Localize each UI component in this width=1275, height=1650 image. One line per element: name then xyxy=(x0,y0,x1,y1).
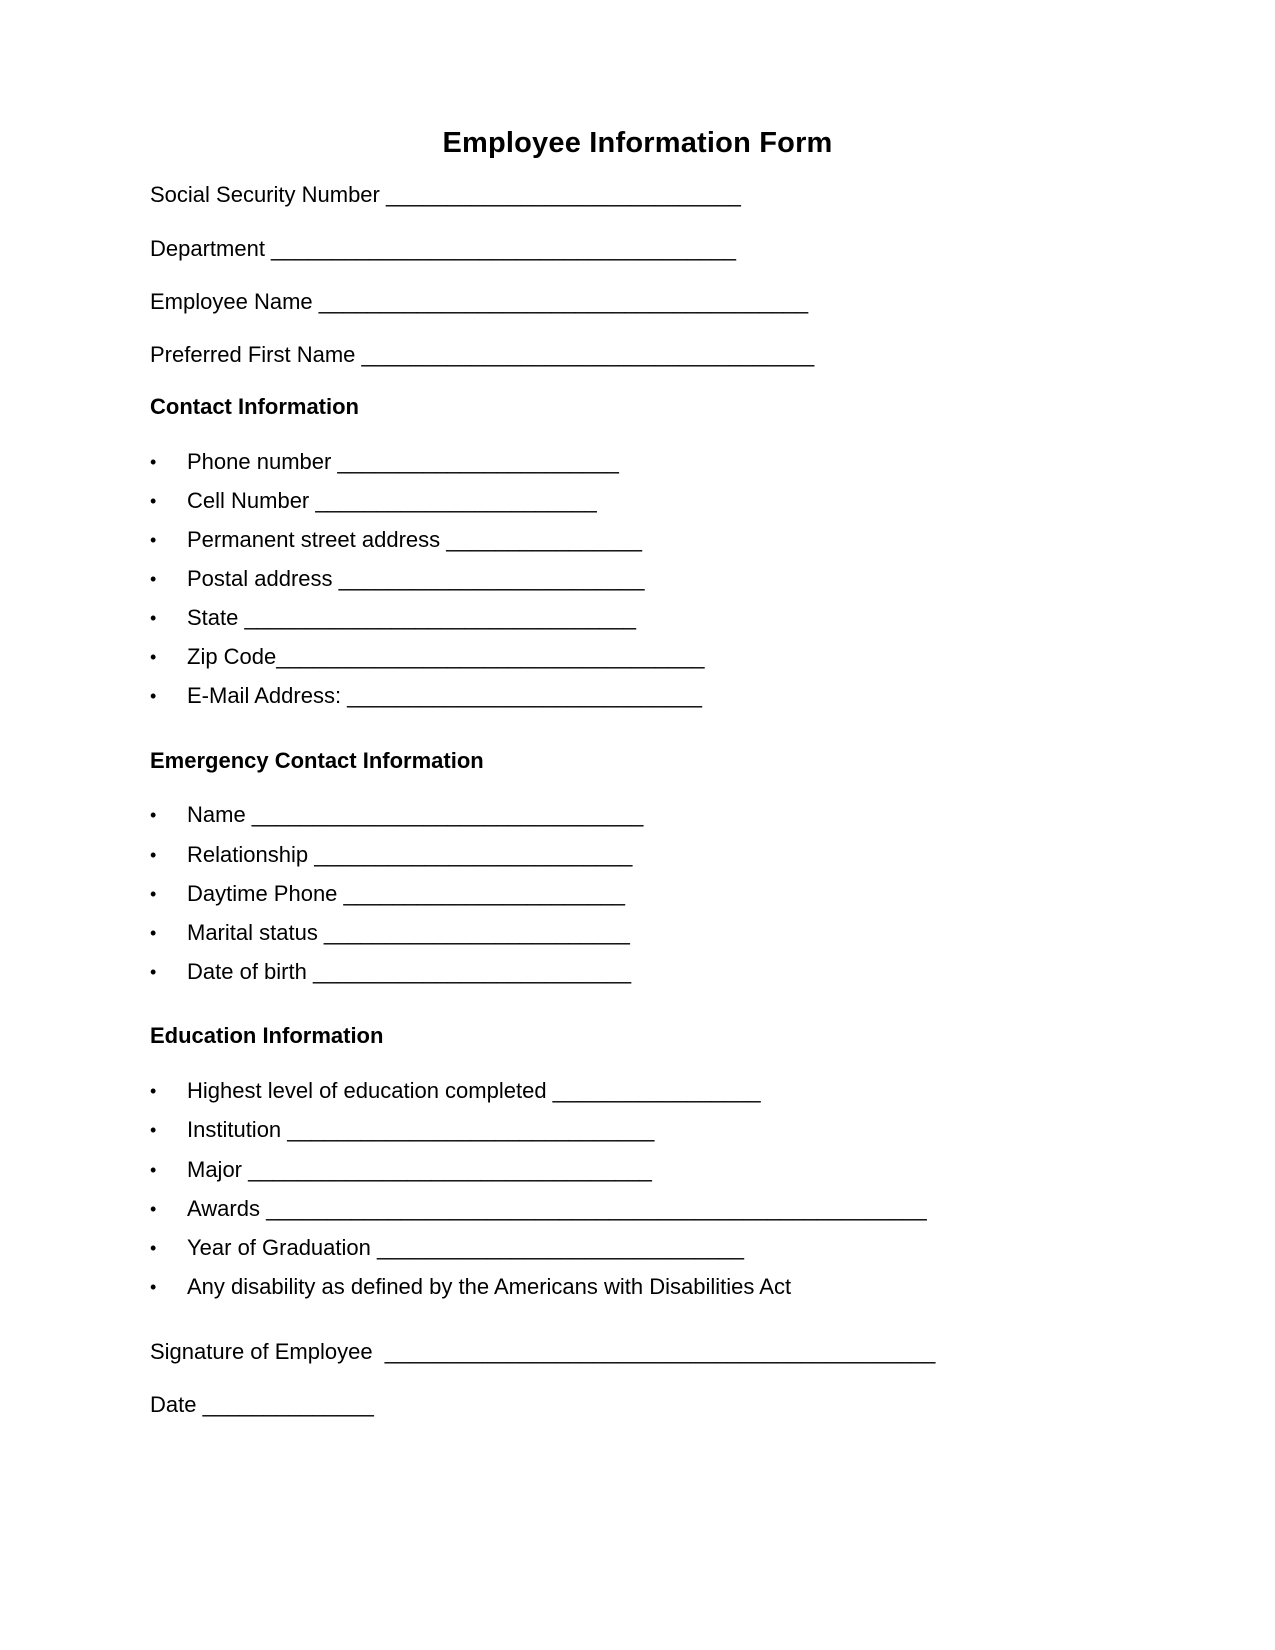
bullet-icon: • xyxy=(150,845,157,865)
bullet-icon: • xyxy=(150,1160,157,1180)
bullet-icon: • xyxy=(150,884,157,904)
bullet-icon: • xyxy=(150,608,157,628)
bullet-icon: • xyxy=(150,1120,157,1140)
bullet-icon: • xyxy=(150,1238,157,1258)
daytime-phone-field[interactable]: Daytime Phone _______________________ xyxy=(187,881,625,906)
department-field[interactable]: Department ______________________________________ xyxy=(150,236,736,261)
bullet-icon: • xyxy=(150,686,157,706)
preferred-first-name-field[interactable]: Preferred First Name _____________________________________ xyxy=(150,342,815,367)
bullet-icon: • xyxy=(150,1277,157,1297)
signature-field[interactable]: Signature of Employee _____________________________________________ xyxy=(150,1339,936,1364)
marital-status-field[interactable]: Marital status _________________________ xyxy=(187,920,630,945)
emergency-name-field[interactable]: Name ________________________________ xyxy=(187,802,644,827)
date-field[interactable]: Date ______________ xyxy=(150,1392,374,1417)
permanent-address-field[interactable]: Permanent street address ________________ xyxy=(187,527,643,552)
major-field[interactable]: Major _________________________________ xyxy=(187,1157,652,1182)
awards-field[interactable]: Awards ______________________________________________________ xyxy=(187,1196,927,1221)
bullet-icon: • xyxy=(150,923,157,943)
bullet-icon: • xyxy=(150,1199,157,1219)
cell-number-field[interactable]: Cell Number _______________________ xyxy=(187,488,597,513)
employee-name-field[interactable]: Employee Name ________________________________________ xyxy=(150,289,809,314)
emergency-heading: Emergency Contact Information xyxy=(150,748,484,773)
bullet-icon: • xyxy=(150,805,157,825)
bullet-icon: • xyxy=(150,569,157,589)
education-level-field[interactable]: Highest level of education completed _________________ xyxy=(187,1078,761,1103)
postal-address-field[interactable]: Postal address _________________________ xyxy=(187,566,645,591)
institution-field[interactable]: Institution ______________________________ xyxy=(187,1117,655,1142)
zip-code-field[interactable]: Zip Code___________________________________ xyxy=(187,644,705,669)
bullet-icon: • xyxy=(150,491,157,511)
date-of-birth-field[interactable]: Date of birth __________________________ xyxy=(187,959,632,984)
state-field[interactable]: State ________________________________ xyxy=(187,605,637,630)
bullet-icon: • xyxy=(150,962,157,982)
relationship-field[interactable]: Relationship __________________________ xyxy=(187,842,633,867)
bullet-icon: • xyxy=(150,452,157,472)
page-title: Employee Information Form xyxy=(442,127,833,159)
graduation-year-field[interactable]: Year of Graduation ______________________________ xyxy=(187,1235,745,1260)
contact-heading: Contact Information xyxy=(150,394,359,419)
bullet-icon: • xyxy=(150,1081,157,1101)
bullet-icon: • xyxy=(150,530,157,550)
education-heading: Education Information xyxy=(150,1023,384,1048)
email-field[interactable]: E-Mail Address: _____________________________ xyxy=(187,683,702,708)
phone-number-field[interactable]: Phone number _______________________ xyxy=(187,449,619,474)
disability-statement: Any disability as defined by the Americans with Disabilities Act xyxy=(187,1274,792,1299)
ssn-field[interactable]: Social Security Number _____________________________ xyxy=(150,182,741,207)
bullet-icon: • xyxy=(150,647,157,667)
